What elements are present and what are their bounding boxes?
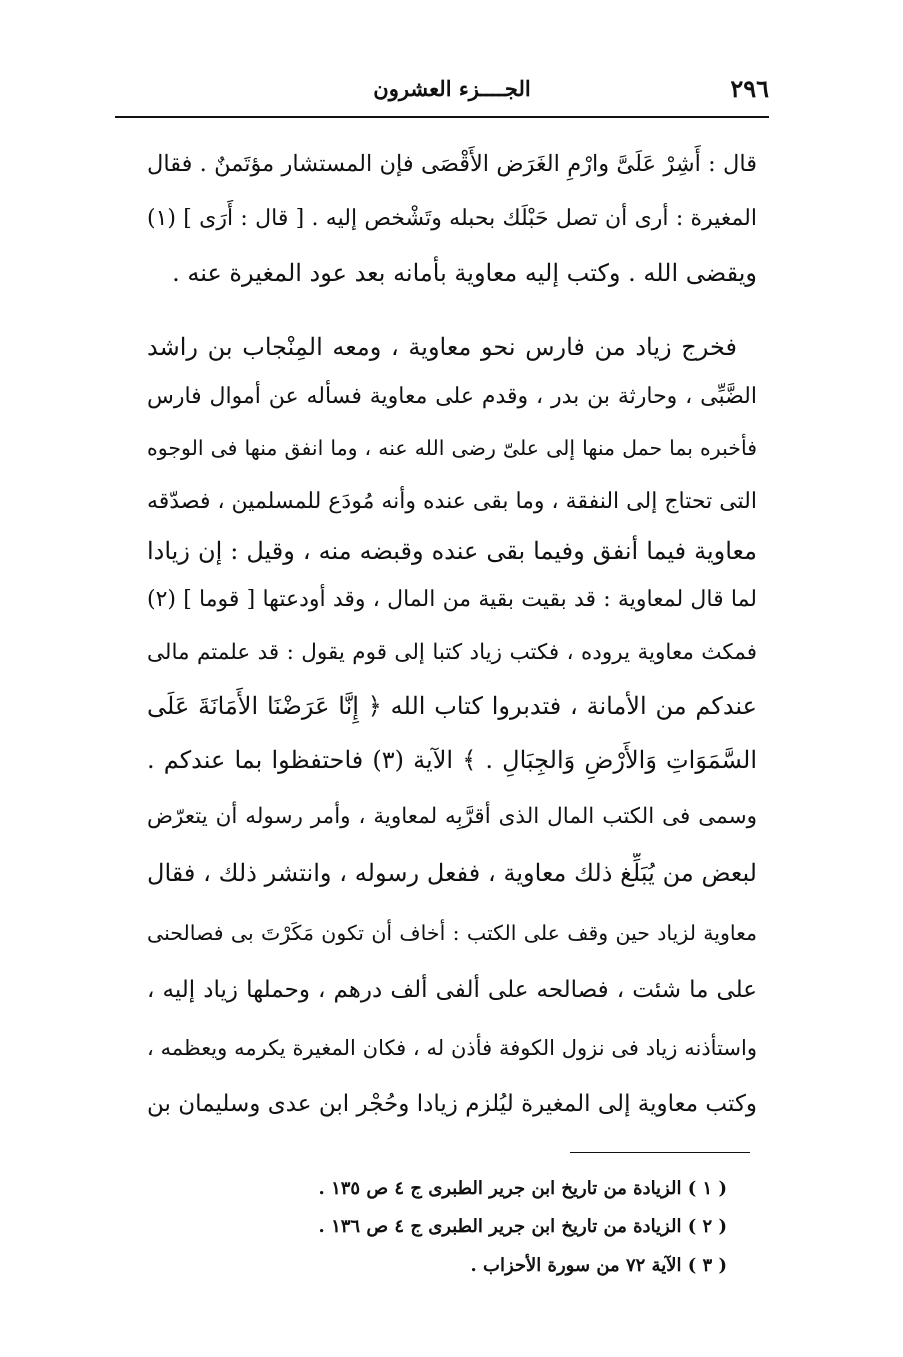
body-line: لبعض من يُبَلِّغ ذلك معاوية ، ففعل رسوله ، وانتشر ذلك ، فقال — [147, 859, 757, 887]
footnote-rule — [570, 1152, 750, 1153]
body-line: قال : أَشِرْ عَلَىَّ وارْمِ الغَرَض الأَقْصَى فإن المستشار مؤتَمنٌ . فقال — [147, 151, 757, 177]
body-line: التى تحتاج إلى النفقة ، وما بقى عنده وأنه مُودَع للمسلمين ، فصدّقه — [147, 489, 757, 514]
running-title: الجــــزء العشرون — [373, 76, 531, 101]
body-line: على ما شئت ، فصالحه على ألفى ألف درهم ، وحملها زياد إليه ، — [147, 977, 757, 1003]
body-line: عندكم من الأمانة ، فتدبروا كتاب الله ﴿ إِنَّا عَرَضْنَا الأَمَانَةَ عَلَى — [147, 692, 757, 720]
body-line: الضَّبِّى ، وحارثة بن بدر ، وقدم على معاوية فسأله عن أموال فارس — [147, 384, 757, 409]
header-rule — [115, 116, 769, 118]
body-line: ويقضى الله . وكتب إليه معاوية بأمانه بعد عود المغيرة عنه . — [172, 259, 757, 287]
body-line: معاوية لزياد حين وقف على الكتب : أخاف أن تكون مَكَرْتَ بى فصالحنى — [147, 921, 757, 945]
body-line: السَّمَوَاتِ وَالأَرْضِ وَالجِبَالِ . ﴾ الآية (٣) فاحتفظوا بما عندكم . — [147, 746, 757, 774]
body-line: فأخبره بما حمل منها إلى علىّ رضى الله عنه ، وما انفق منها فى الوجوه — [147, 436, 757, 460]
page-header — [115, 70, 769, 110]
footnote: ( ٣ ) الآية ٧٢ من سورة الأحزاب . — [470, 1255, 727, 1276]
body-line: المغيرة : أرى أن تصل حَبْلَك بحبله وتَشْخص إليه . [ قال : أَرَى ] (١) — [147, 206, 757, 231]
footnote: ( ٢ ) الزيادة من تاريخ ابن جرير الطبرى ج ٤ ص ١٣٦ . — [318, 1216, 727, 1237]
body-line: فمكث معاوية يروده ، فكتب زياد كتبا إلى قوم يقول : قد علمتم مالى — [147, 640, 757, 665]
page-number: ٢٩٦ — [730, 74, 769, 103]
body-line: لما قال لمعاوية : قد بقيت بقية من المال ، وقد أودعتها [ قوما ] (٢) — [147, 587, 757, 612]
body-line: معاوية فيما أنفق وفيما بقى عنده وقبضه منه ، وقيل : إن زيادا — [147, 537, 757, 565]
body-line: فخرج زياد من فارس نحو معاوية ، ومعه المِنْجاب بن راشد — [147, 333, 737, 361]
body-line: واستأذنه زياد فى نزول الكوفة فأذن له ، فكان المغيرة يكرمه ويعظمه ، — [147, 1036, 757, 1060]
body-line: وكتب معاوية إلى المغيرة ليُلزم زيادا وحُجْر ابن عدى وسليمان بن — [147, 1091, 757, 1117]
body-line: وسمى فى الكتب المال الذى أقرَّبِه لمعاوية ، وأمر رسوله أن يتعرّض — [147, 804, 757, 829]
footnote: ( ١ ) الزيادة من تاريخ ابن جرير الطبرى ج ٤ ص ١٣٥ . — [318, 1178, 727, 1199]
